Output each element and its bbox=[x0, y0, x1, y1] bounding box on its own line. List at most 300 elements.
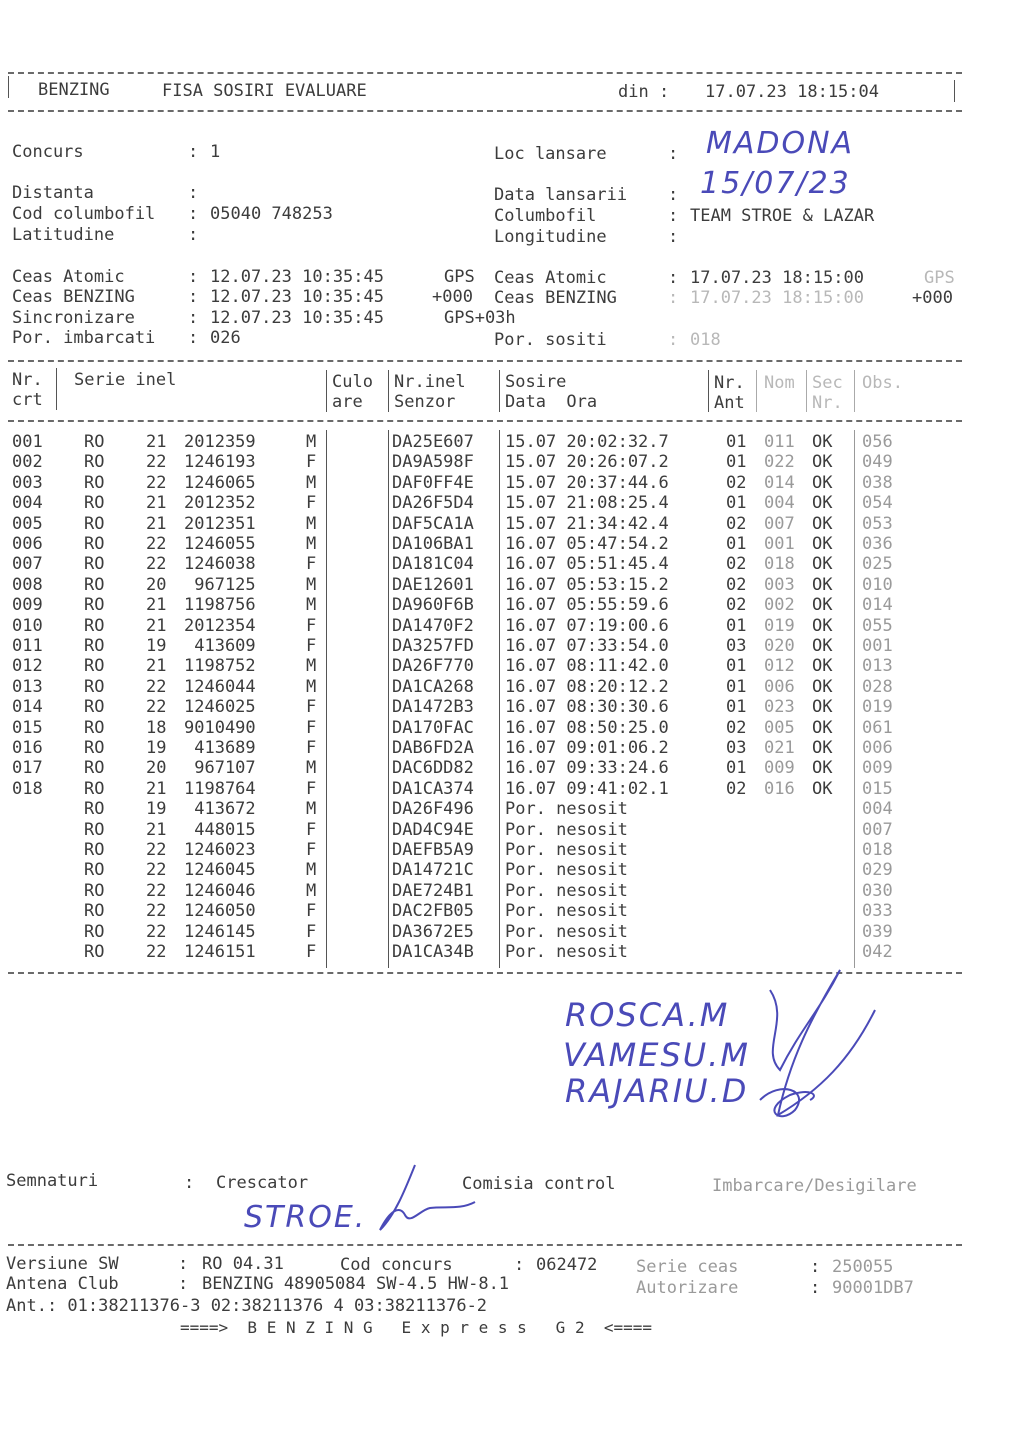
ring-year: 21 bbox=[146, 513, 167, 534]
nom: 009 bbox=[764, 758, 795, 779]
distanta-label: Distanta bbox=[12, 183, 94, 203]
ring-country: RO bbox=[84, 595, 105, 616]
sex: M bbox=[306, 758, 317, 779]
ring-number: 2012352 bbox=[184, 493, 256, 514]
ceas-benzing-right-sep: : bbox=[668, 288, 679, 308]
obs: 036 bbox=[862, 534, 893, 554]
sensor-ring: DA1CA374 bbox=[392, 778, 474, 799]
row-number: 002 bbox=[12, 452, 43, 473]
ring-country: RO bbox=[84, 513, 105, 534]
sensor-ring: DA26F770 bbox=[392, 656, 474, 677]
th-ant-top: Nr. bbox=[714, 373, 745, 393]
th-nr-top: Nr. bbox=[12, 370, 43, 390]
ring-year: 19 bbox=[146, 799, 167, 820]
antenna: 03 bbox=[726, 738, 747, 758]
sec-status: OK bbox=[812, 595, 833, 616]
ring-number: 9010490 bbox=[184, 717, 256, 738]
arrival-time: 16.07 08:50:25.0 bbox=[505, 717, 669, 738]
sec-status: OK bbox=[812, 615, 833, 636]
sincronizare-src: GPS+03h bbox=[444, 308, 516, 328]
nom: 014 bbox=[764, 472, 795, 493]
arrival-time: 16.07 05:55:59.6 bbox=[505, 595, 669, 616]
row-number: 001 bbox=[12, 432, 43, 452]
obs: 028 bbox=[862, 676, 893, 697]
ring-year: 21 bbox=[146, 595, 167, 616]
sensor-ring: DA26F496 bbox=[392, 799, 474, 820]
obs: 025 bbox=[862, 554, 893, 575]
ring-year: 22 bbox=[146, 697, 167, 718]
th-culo-bot: are bbox=[332, 392, 363, 412]
arrival-time: Por. nesosit bbox=[505, 799, 628, 820]
nom: 012 bbox=[764, 656, 795, 677]
sex: M bbox=[306, 880, 317, 901]
sec-status: OK bbox=[812, 472, 833, 493]
sex: M bbox=[306, 656, 317, 677]
sex: F bbox=[306, 921, 317, 942]
sex: F bbox=[306, 697, 317, 718]
ring-number: 413672 bbox=[184, 799, 256, 820]
autorizare-value: 90001DB7 bbox=[832, 1278, 914, 1298]
sex: F bbox=[306, 636, 317, 656]
th-culo-top: Culo bbox=[332, 372, 373, 392]
sensor-ring: DA25E607 bbox=[392, 432, 474, 452]
ring-number: 1246025 bbox=[184, 697, 256, 718]
obs: 049 bbox=[862, 452, 893, 473]
ceas-benzing-left-off: +000 bbox=[432, 287, 473, 307]
row-number: 015 bbox=[12, 717, 43, 738]
header-divider bbox=[56, 368, 57, 410]
obs: 009 bbox=[862, 758, 893, 779]
arrival-time: Por. nesosit bbox=[505, 942, 628, 962]
row-number: 013 bbox=[12, 676, 43, 697]
ring-year: 19 bbox=[146, 738, 167, 758]
ceas-benzing-right-label: Ceas BENZING bbox=[494, 288, 617, 308]
sensor-ring: DAB6FD2A bbox=[392, 738, 474, 758]
obs: 030 bbox=[862, 880, 893, 901]
ring-year: 22 bbox=[146, 840, 167, 860]
antena-label: Antena Club bbox=[6, 1274, 119, 1294]
sensor-ring: DA1CA34B bbox=[392, 942, 474, 962]
sex: M bbox=[306, 472, 317, 493]
ring-number: 1246050 bbox=[184, 901, 256, 922]
sex: F bbox=[306, 901, 317, 922]
comisia-label: Comisia control bbox=[462, 1174, 616, 1194]
ring-year: 22 bbox=[146, 472, 167, 493]
ceas-atomic-right-sep: : bbox=[668, 268, 679, 288]
obs: 029 bbox=[862, 860, 893, 881]
th-sosire-bot: Data Ora bbox=[505, 392, 598, 412]
nom: 020 bbox=[764, 636, 795, 656]
header-divider bbox=[756, 370, 757, 412]
header-divider bbox=[708, 370, 709, 412]
obs: 004 bbox=[862, 799, 893, 820]
loc-lansare-sep: : bbox=[668, 144, 679, 164]
th-sec-bot: Nr. bbox=[812, 393, 843, 413]
ring-year: 22 bbox=[146, 921, 167, 942]
antenna: 01 bbox=[726, 432, 747, 452]
arrival-time: 16.07 08:30:30.6 bbox=[505, 697, 669, 718]
ring-number: 1246193 bbox=[184, 452, 256, 473]
ring-country: RO bbox=[84, 432, 105, 452]
antenna: 02 bbox=[726, 472, 747, 493]
sensor-ring: DA960F6B bbox=[392, 595, 474, 616]
sec-status: OK bbox=[812, 493, 833, 514]
versiune-label: Versiune SW bbox=[6, 1254, 119, 1274]
antenna: 03 bbox=[726, 636, 747, 656]
cod-concurs-value: 062472 bbox=[536, 1255, 598, 1275]
sensor-ring: DA3672E5 bbox=[392, 921, 474, 942]
row-number: 005 bbox=[12, 513, 43, 534]
ring-number: 1246038 bbox=[184, 554, 256, 575]
sec-status: OK bbox=[812, 717, 833, 738]
concurs-sep: : bbox=[188, 142, 209, 162]
antenna: 02 bbox=[726, 778, 747, 799]
sensor-ring: DAF5CA1A bbox=[392, 513, 474, 534]
sec-status: OK bbox=[812, 738, 833, 758]
sensor-ring: DA14721C bbox=[392, 860, 474, 881]
ceas-benzing-label: Ceas BENZING bbox=[12, 287, 135, 307]
row-number: 014 bbox=[12, 697, 43, 718]
header-divider bbox=[854, 370, 855, 412]
ring-number: 1198764 bbox=[184, 778, 256, 799]
sositi-label: Por. sositi bbox=[494, 330, 607, 350]
serie-ceas-sep: : bbox=[810, 1257, 821, 1277]
obs: 042 bbox=[862, 942, 893, 962]
obs: 007 bbox=[862, 819, 893, 840]
ring-number: 1198752 bbox=[184, 656, 256, 677]
columbofil-value: TEAM STROE & LAZAR bbox=[690, 206, 875, 226]
obs: 053 bbox=[862, 513, 893, 534]
row-number: 004 bbox=[12, 493, 43, 514]
row-number: 017 bbox=[12, 758, 43, 779]
ring-country: RO bbox=[84, 778, 105, 799]
concurs-label: Concurs bbox=[12, 142, 84, 162]
ring-number: 413689 bbox=[184, 738, 256, 758]
sensor-ring: DA26F5D4 bbox=[392, 493, 474, 514]
sec-status: OK bbox=[812, 778, 833, 799]
sex: F bbox=[306, 615, 317, 636]
commission-member-3: RAJARIU.D bbox=[565, 1072, 749, 1110]
ring-country: RO bbox=[84, 452, 105, 473]
arrival-time: Por. nesosit bbox=[505, 819, 628, 840]
sensor-ring: DA181C04 bbox=[392, 554, 474, 575]
ceas-atomic-sep: : bbox=[188, 267, 199, 287]
th-sosire-top: Sosire bbox=[505, 372, 567, 392]
obs: 056 bbox=[862, 432, 893, 452]
serie-ceas-label: Serie ceas bbox=[636, 1257, 739, 1277]
sositi-value: 018 bbox=[690, 330, 721, 350]
arrival-time: 16.07 07:19:00.6 bbox=[505, 615, 669, 636]
row-number: 009 bbox=[12, 595, 43, 616]
obs: 001 bbox=[862, 636, 893, 656]
sensor-ring: DAD4C94E bbox=[392, 819, 474, 840]
arrival-time: 16.07 05:51:45.4 bbox=[505, 554, 669, 575]
column-divider bbox=[854, 430, 855, 968]
th-ant-bot: Ant bbox=[714, 393, 745, 413]
ring-country: RO bbox=[84, 574, 105, 595]
row-number: 018 bbox=[12, 778, 43, 799]
crescator-signature bbox=[360, 1160, 490, 1240]
ring-number: 2012351 bbox=[184, 513, 256, 534]
sensor-ring: DA3257FD bbox=[392, 636, 474, 656]
ring-country: RO bbox=[84, 717, 105, 738]
versiune-sep: : bbox=[178, 1254, 189, 1274]
sec-status: OK bbox=[812, 697, 833, 718]
arrival-time: 15.07 21:34:42.4 bbox=[505, 513, 669, 534]
ring-year: 21 bbox=[146, 432, 167, 452]
ring-year: 19 bbox=[146, 636, 167, 656]
header-left-border bbox=[8, 76, 11, 98]
ring-country: RO bbox=[84, 697, 105, 718]
columbofil-sep: : bbox=[668, 206, 679, 226]
ring-number: 413609 bbox=[184, 636, 256, 656]
sex: M bbox=[306, 676, 317, 697]
longitudine-label: Longitudine bbox=[494, 227, 607, 247]
ring-number: 1246055 bbox=[184, 534, 256, 554]
obs: 014 bbox=[862, 595, 893, 616]
sec-status: OK bbox=[812, 636, 833, 656]
ring-year: 20 bbox=[146, 574, 167, 595]
ring-country: RO bbox=[84, 758, 105, 779]
sensor-ring: DAE724B1 bbox=[392, 880, 474, 901]
row-number: 012 bbox=[12, 656, 43, 677]
sensor-ring: DAF0FF4E bbox=[392, 472, 474, 493]
ring-number: 2012354 bbox=[184, 615, 256, 636]
ring-country: RO bbox=[84, 738, 105, 758]
cod-concurs-sep: : bbox=[514, 1255, 525, 1275]
th-inel-top: Nr.inel bbox=[394, 372, 466, 392]
ring-year: 21 bbox=[146, 493, 167, 514]
sex: M bbox=[306, 799, 317, 820]
obs: 015 bbox=[862, 778, 893, 799]
nom: 002 bbox=[764, 595, 795, 616]
obs: 033 bbox=[862, 901, 893, 922]
commission-member-1: ROSCA.M bbox=[565, 996, 730, 1034]
latitudine-sep: : bbox=[188, 225, 199, 245]
ring-year: 20 bbox=[146, 758, 167, 779]
sec-status: OK bbox=[812, 554, 833, 575]
row-number: 008 bbox=[12, 574, 43, 595]
antenna: 01 bbox=[726, 534, 747, 554]
ceas-benzing-left: 12.07.23 10:35:45 bbox=[210, 287, 384, 307]
sex: F bbox=[306, 738, 317, 758]
antenna: 01 bbox=[726, 615, 747, 636]
ceas-benzing-sep: : bbox=[188, 287, 199, 307]
th-inel-bot: Senzor bbox=[394, 392, 456, 412]
columbofil-label: Columbofil bbox=[494, 206, 597, 226]
ring-country: RO bbox=[84, 472, 105, 493]
obs: 018 bbox=[862, 840, 893, 860]
nom: 001 bbox=[764, 534, 795, 554]
column-divider bbox=[499, 430, 500, 968]
header-right-border bbox=[954, 80, 957, 102]
column-divider bbox=[388, 430, 389, 968]
ring-year: 21 bbox=[146, 819, 167, 840]
sensor-ring: DA1472B3 bbox=[392, 697, 474, 718]
ring-year: 22 bbox=[146, 554, 167, 575]
sex: M bbox=[306, 574, 317, 595]
sensor-ring: DA1470F2 bbox=[392, 615, 474, 636]
obs: 061 bbox=[862, 717, 893, 738]
nom: 021 bbox=[764, 738, 795, 758]
ring-number: 1246046 bbox=[184, 880, 256, 901]
nom: 011 bbox=[764, 432, 795, 452]
arrival-time: Por. nesosit bbox=[505, 860, 628, 881]
nom: 007 bbox=[764, 513, 795, 534]
benzing-express-line: ====> B E N Z I N G E x p r e s s G 2 <==== bbox=[180, 1318, 653, 1337]
arrival-time: 16.07 08:20:12.2 bbox=[505, 676, 669, 697]
latitudine-label: Latitudine bbox=[12, 225, 115, 245]
sex: F bbox=[306, 840, 317, 860]
obs: 055 bbox=[862, 615, 893, 636]
sensor-ring: DAE12601 bbox=[392, 574, 474, 595]
th-nom: Nom bbox=[764, 373, 795, 393]
sensor-ring: DAC2FB05 bbox=[392, 901, 474, 922]
ring-country: RO bbox=[84, 819, 105, 840]
ring-number: 1246045 bbox=[184, 860, 256, 881]
antena-sep: : bbox=[178, 1274, 189, 1294]
sex: F bbox=[306, 554, 317, 575]
antenna: 01 bbox=[726, 493, 747, 514]
arrival-time: 16.07 08:11:42.0 bbox=[505, 656, 669, 677]
imbarcare-label: Imbarcare/Desigilare bbox=[712, 1176, 917, 1196]
semnaturi-sep: : bbox=[184, 1173, 195, 1193]
nom: 005 bbox=[764, 717, 795, 738]
loc-lansare-label: Loc lansare bbox=[494, 144, 607, 164]
ring-year: 21 bbox=[146, 656, 167, 677]
loc-lansare-value: MADONA bbox=[706, 126, 855, 161]
nom: 016 bbox=[764, 778, 795, 799]
ring-country: RO bbox=[84, 676, 105, 697]
ceas-atomic-left: 12.07.23 10:35:45 bbox=[210, 267, 384, 287]
sec-status: OK bbox=[812, 534, 833, 554]
sositi-sep: : bbox=[668, 330, 679, 350]
arrival-time: 16.07 09:33:24.6 bbox=[505, 758, 669, 779]
sensor-ring: DA9A598F bbox=[392, 452, 474, 473]
crescator-signature-name: STROE. bbox=[244, 1200, 367, 1235]
imbarcati-value: 026 bbox=[210, 328, 241, 348]
cod-columbofil-value: 05040 748253 bbox=[210, 204, 333, 224]
arrival-time: 16.07 05:47:54.2 bbox=[505, 534, 669, 554]
ring-number: 1198756 bbox=[184, 595, 256, 616]
sheet-title: FISA SOSIRI EVALUARE bbox=[162, 81, 367, 101]
ring-country: RO bbox=[84, 840, 105, 860]
imbarcati-label: Por. imbarcati bbox=[12, 328, 156, 348]
sec-status: OK bbox=[812, 758, 833, 779]
sex: M bbox=[306, 595, 317, 616]
distanta-sep: : bbox=[188, 183, 199, 203]
obs: 006 bbox=[862, 738, 893, 758]
ring-country: RO bbox=[84, 901, 105, 922]
ceas-atomic-right: 17.07.23 18:15:00 bbox=[690, 268, 864, 288]
row-number: 011 bbox=[12, 636, 43, 656]
arrival-time: 15.07 20:26:07.2 bbox=[505, 452, 669, 473]
versiune-value: RO 04.31 bbox=[202, 1254, 284, 1274]
obs: 039 bbox=[862, 921, 893, 942]
sensor-ring: DA106BA1 bbox=[392, 534, 474, 554]
sex: M bbox=[306, 513, 317, 534]
ring-number: 1246151 bbox=[184, 942, 256, 962]
arrival-time: Por. nesosit bbox=[505, 901, 628, 922]
arrival-time: Por. nesosit bbox=[505, 880, 628, 901]
autorizare-label: Autorizare bbox=[636, 1278, 739, 1298]
sec-status: OK bbox=[812, 656, 833, 677]
sensor-ring: DAEFB5A9 bbox=[392, 840, 474, 860]
arrival-time: 16.07 09:01:06.2 bbox=[505, 738, 669, 758]
nom: 018 bbox=[764, 554, 795, 575]
ring-number: 1246065 bbox=[184, 472, 256, 493]
sensor-ring: DA1CA268 bbox=[392, 676, 474, 697]
ring-country: RO bbox=[84, 636, 105, 656]
arrival-time: Por. nesosit bbox=[505, 921, 628, 942]
sex: F bbox=[306, 717, 317, 738]
antenna: 01 bbox=[726, 697, 747, 718]
arrival-time: Por. nesosit bbox=[505, 840, 628, 860]
row-number: 003 bbox=[12, 472, 43, 493]
column-divider bbox=[326, 430, 327, 968]
sex: M bbox=[306, 432, 317, 452]
arrival-time: 15.07 21:08:25.4 bbox=[505, 493, 669, 514]
antenna: 01 bbox=[726, 452, 747, 473]
th-sec-top: Sec bbox=[812, 373, 843, 393]
ring-number: 967125 bbox=[184, 574, 256, 595]
sincronizare-sep: : bbox=[188, 308, 199, 328]
obs: 010 bbox=[862, 574, 893, 595]
ring-number: 1246145 bbox=[184, 921, 256, 942]
ring-country: RO bbox=[84, 656, 105, 677]
ring-country: RO bbox=[84, 554, 105, 575]
ring-year: 22 bbox=[146, 676, 167, 697]
antenna: 02 bbox=[726, 595, 747, 616]
ring-country: RO bbox=[84, 615, 105, 636]
ceas-benzing-right: 17.07.23 18:15:00 bbox=[690, 288, 864, 308]
header-divider bbox=[806, 370, 807, 412]
antenna: 01 bbox=[726, 758, 747, 779]
th-serie: Serie inel bbox=[74, 370, 177, 390]
header-divider bbox=[388, 370, 389, 412]
header-divider bbox=[326, 370, 327, 412]
sensor-ring: DAC6DD82 bbox=[392, 758, 474, 779]
cod-concurs-label: Cod concurs bbox=[340, 1255, 453, 1275]
sex: F bbox=[306, 819, 317, 840]
row-number: 016 bbox=[12, 738, 43, 758]
ring-number: 967107 bbox=[184, 758, 256, 779]
antenna: 02 bbox=[726, 717, 747, 738]
ring-year: 22 bbox=[146, 942, 167, 962]
ring-number: 1246023 bbox=[184, 840, 256, 860]
sec-status: OK bbox=[812, 432, 833, 452]
sensor-ring: DA170FAC bbox=[392, 717, 474, 738]
arrival-time: 16.07 09:41:02.1 bbox=[505, 778, 669, 799]
obs: 038 bbox=[862, 472, 893, 493]
sex: M bbox=[306, 860, 317, 881]
ring-year: 18 bbox=[146, 717, 167, 738]
ring-country: RO bbox=[84, 799, 105, 820]
ring-year: 22 bbox=[146, 860, 167, 881]
antenna: 02 bbox=[726, 574, 747, 595]
data-lansarii-label: Data lansarii bbox=[494, 185, 628, 205]
autorizare-sep: : bbox=[810, 1278, 821, 1298]
data-lansarii-value: 15/07/23 bbox=[700, 166, 851, 201]
arrival-time: 16.07 07:33:54.0 bbox=[505, 636, 669, 656]
system-name: BENZING bbox=[38, 80, 110, 100]
ring-year: 22 bbox=[146, 452, 167, 473]
antenna: 01 bbox=[726, 656, 747, 677]
sec-status: OK bbox=[812, 574, 833, 595]
sex: F bbox=[306, 493, 317, 514]
ring-country: RO bbox=[84, 921, 105, 942]
nom: 023 bbox=[764, 697, 795, 718]
